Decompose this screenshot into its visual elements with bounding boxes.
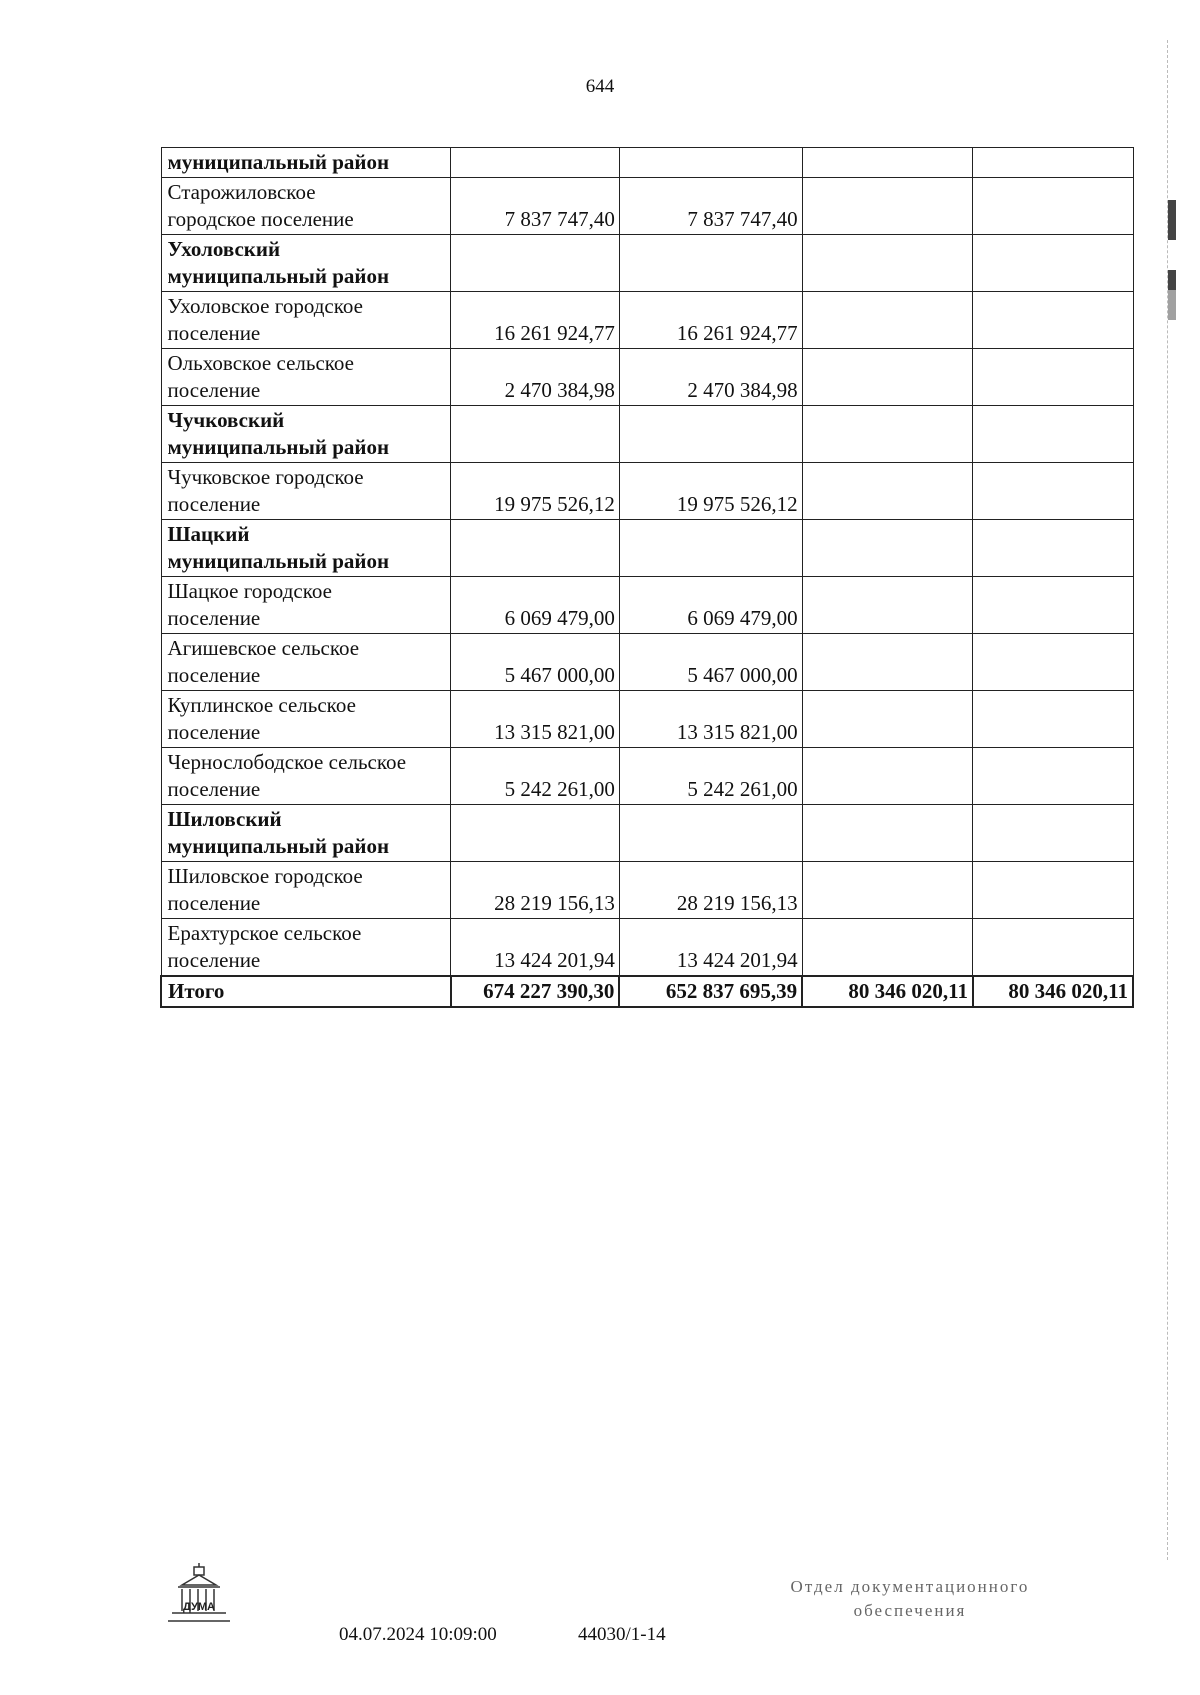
row-name-cell <box>161 862 451 919</box>
value-cell-4 <box>973 148 1133 178</box>
value-cell-2: 7 837 747,40 <box>619 178 802 235</box>
value-cell-4 <box>973 520 1133 577</box>
footer-department-stamp <box>760 1575 1060 1623</box>
value-cell-4 <box>973 634 1133 691</box>
district-row <box>161 148 1133 178</box>
value-cell-2: 19 975 526,12 <box>619 463 802 520</box>
value-cell-1 <box>451 805 620 862</box>
value-cell-3 <box>802 178 973 235</box>
table-row <box>161 577 1133 634</box>
row-name-cell <box>161 634 451 691</box>
value-cell-1 <box>451 520 620 577</box>
row-name: Чернослободское сельское поселение <box>167 750 407 801</box>
value-cell-2: 16 261 924,77 <box>619 292 802 349</box>
row-name-cell <box>161 148 451 178</box>
value-cell-2: 13 315 821,00 <box>619 691 802 748</box>
value-cell-1 <box>451 406 620 463</box>
value-cell-2 <box>619 520 802 577</box>
duma-logo <box>168 1563 232 1625</box>
value-cell-3 <box>802 235 973 292</box>
table-row <box>161 463 1133 520</box>
value-cell-3 <box>802 577 973 634</box>
row-name-cell <box>161 406 451 463</box>
row-name-cell <box>161 349 451 406</box>
value-cell-2 <box>619 148 802 178</box>
table-row <box>161 292 1133 349</box>
row-name: Старожиловское городское поселение <box>167 180 354 231</box>
row-name: Чучковский муниципальный район <box>167 408 390 459</box>
value-cell-1: 13 315 821,00 <box>451 691 620 748</box>
row-name: Шиловское городское поселение <box>167 864 363 915</box>
row-name: Итого <box>168 979 225 1003</box>
value-cell-1: 13 424 201,94 <box>451 919 620 977</box>
table-row <box>161 691 1133 748</box>
value-cell-2: 652 837 695,39 <box>619 976 802 1007</box>
value-cell-4 <box>973 292 1133 349</box>
value-cell-1: 5 242 261,00 <box>451 748 620 805</box>
value-cell-1: 2 470 384,98 <box>451 349 620 406</box>
row-name-cell <box>161 748 451 805</box>
value-cell-4 <box>973 463 1133 520</box>
table-row <box>161 178 1133 235</box>
value-cell-4 <box>973 349 1133 406</box>
table-row <box>161 349 1133 406</box>
value-cell-2: 28 219 156,13 <box>619 862 802 919</box>
value-cell-2 <box>619 805 802 862</box>
value-cell-1: 5 467 000,00 <box>451 634 620 691</box>
value-cell-2: 5 242 261,00 <box>619 748 802 805</box>
scan-edge-artifact <box>1167 40 1176 1560</box>
row-name: Шацкий муниципальный район <box>167 522 390 573</box>
value-cell-2: 13 424 201,94 <box>619 919 802 977</box>
value-cell-1: 674 227 390,30 <box>451 976 620 1007</box>
page-number: 644 <box>585 76 615 97</box>
table-row <box>161 634 1133 691</box>
row-name: Ухоловское городское поселение <box>167 294 363 345</box>
row-name-cell <box>161 235 451 292</box>
row-name: Чучковское городское поселение <box>167 465 364 516</box>
value-cell-1: 28 219 156,13 <box>451 862 620 919</box>
row-name: Куплинское сельское поселение <box>167 693 356 744</box>
value-cell-3 <box>802 919 973 977</box>
value-cell-4 <box>973 577 1133 634</box>
value-cell-3: 80 346 020,11 <box>802 976 973 1007</box>
logo-text: ДУМА <box>183 1601 215 1613</box>
district-row <box>161 235 1133 292</box>
row-name-cell <box>161 976 451 1007</box>
value-cell-1: 19 975 526,12 <box>451 463 620 520</box>
row-name-cell <box>161 178 451 235</box>
value-cell-3 <box>802 148 973 178</box>
row-name: Шиловский муниципальный район <box>167 807 390 858</box>
value-cell-1: 6 069 479,00 <box>451 577 620 634</box>
row-name: Ольховское сельское поселение <box>167 351 354 402</box>
department-text: Отдел документационного обеспечения <box>790 1577 1030 1620</box>
value-cell-2 <box>619 235 802 292</box>
row-name-cell <box>161 577 451 634</box>
row-name: Ерахтурское сельское поселение <box>167 921 362 972</box>
value-cell-1: 7 837 747,40 <box>451 178 620 235</box>
district-row <box>161 805 1133 862</box>
value-cell-4 <box>973 178 1133 235</box>
value-cell-2: 2 470 384,98 <box>619 349 802 406</box>
row-name: Шацкое городское поселение <box>167 579 332 630</box>
value-cell-1 <box>451 235 620 292</box>
value-cell-3 <box>802 463 973 520</box>
table-body <box>161 148 1133 1008</box>
value-cell-4 <box>973 919 1133 977</box>
value-cell-3 <box>802 748 973 805</box>
value-cell-1: 16 261 924,77 <box>451 292 620 349</box>
value-cell-4 <box>973 406 1133 463</box>
footer-datetime: 04.07.2024 10:09:00 <box>339 1624 497 1645</box>
table-row <box>161 919 1133 977</box>
value-cell-3 <box>802 406 973 463</box>
row-name-cell <box>161 805 451 862</box>
value-cell-2: 5 467 000,00 <box>619 634 802 691</box>
value-cell-4: 80 346 020,11 <box>973 976 1133 1007</box>
value-cell-3 <box>802 805 973 862</box>
value-cell-3 <box>802 349 973 406</box>
value-cell-4 <box>973 235 1133 292</box>
value-cell-1 <box>451 148 620 178</box>
table-row <box>161 748 1133 805</box>
district-row <box>161 520 1133 577</box>
value-cell-4 <box>973 805 1133 862</box>
table-row <box>161 862 1133 919</box>
row-name-cell <box>161 520 451 577</box>
value-cell-4 <box>973 748 1133 805</box>
value-cell-2: 6 069 479,00 <box>619 577 802 634</box>
value-cell-3 <box>802 862 973 919</box>
row-name-cell <box>161 691 451 748</box>
value-cell-4 <box>973 691 1133 748</box>
total-row <box>161 976 1133 1007</box>
value-cell-3 <box>802 634 973 691</box>
value-cell-4 <box>973 862 1133 919</box>
row-name: Ухоловский муниципальный район <box>167 237 390 288</box>
row-name-cell <box>161 919 451 977</box>
footer-reg-number: 44030/1-14 <box>578 1624 666 1645</box>
row-name: Агишевское сельское поселение <box>167 636 360 687</box>
row-name-cell <box>161 292 451 349</box>
value-cell-3 <box>802 520 973 577</box>
budget-table <box>160 147 1134 1008</box>
value-cell-3 <box>802 691 973 748</box>
row-name-cell <box>161 463 451 520</box>
value-cell-3 <box>802 292 973 349</box>
value-cell-2 <box>619 406 802 463</box>
district-row <box>161 406 1133 463</box>
row-name: муниципальный район <box>167 150 390 174</box>
